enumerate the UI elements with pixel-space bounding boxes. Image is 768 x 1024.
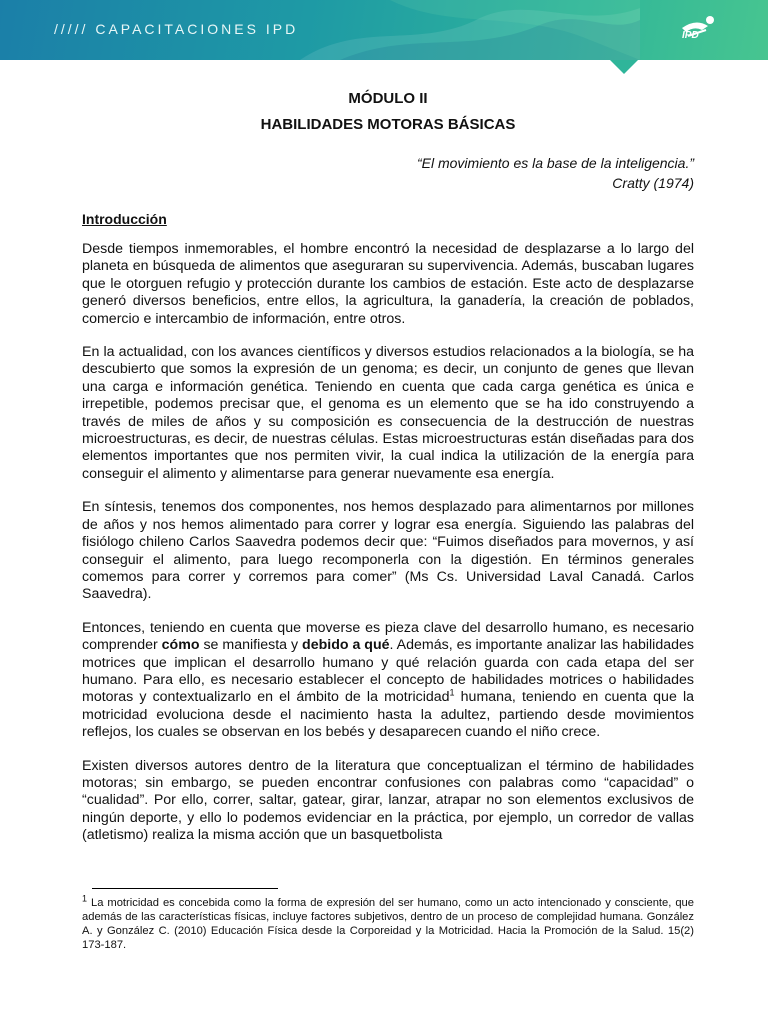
footnote-mark: 1 [82,893,88,904]
paragraph-4-text-d: humana, teniendo en cuenta que la motricidad evoluciona desde el nacimiento hasta la adultez, partiendo desde movimientos reflejos, los cuales se observan en los bebés y desaparecen cuando el niño crece. [82,689,694,741]
paragraph-4-bold-debido: debido a qué [302,637,390,654]
ipd-logo-text: IPD [682,30,699,41]
footnote-text: La motricidad es concebida como la forma de expresión del ser humano, como un acto intencionado y consciente, que además de las características físicas, incluye factores subjetivos, dentro de un proceso de complejidad humana. González A. y González C. (2010) Educación Física desde la Corporeidad y la Motricidad. Hacia la Promoción de la Salud. 15(2) 173-187. [82,897,694,951]
banner-wave-decoration [300,0,640,60]
footnote-reference: 1 [449,687,455,698]
paragraph-3: En síntesis, tenemos dos componentes, nos hemos desplazado para alimentarnos por millones de años y nos hemos alimentado para correr y lograr esa energía. Siguiendo las palabras del fisiólogo chileno Carlos Saavedra podemos decir que: “Fuimos diseñados para movernos, y así conseguir el alimento, para luego recomponerla con la digestión. En términos generales comemos para correr y corremos para comer” (Ms Cs. Universidad Laval Canadá. Carlos Saavedra). [82,499,694,603]
paragraph-1: Desde tiempos inmemorables, el hombre encontró la necesidad de desplazarse a lo largo del planeta en búsqueda de alimentos que aseguraran su supervivencia. Además, buscaban lugares que le otorguen refugio y protección durante los cambios de estación. Este acto de desplazarse generó diversos beneficios, entre ellos, la agricultura, la ganadería, la creación de poblados, comercio e intercambio de información, entre otros. [82,241,694,327]
banner-title: ///// CAPACITACIONES IPD [54,21,299,37]
paragraph-5: Existen diversos autores dentro de la literatura que conceptualizan el término de habilidades motoras; sin embargo, se pueden encontrar confusiones con palabras como “capacidad” o “cualidad”. Por ello, correr, saltar, gatear, girar, lanzar, atrapar no son elementos exclusivos de ningún deporte, y ello lo podemos evidenciar en la práctica, por ejemplo, un corredor de vallas (atletismo) realiza la misma acción que un basquetbolista [82,757,694,844]
paragraph-4 [82,620,694,742]
section-heading: Introducción [82,211,167,227]
module-heading: MÓDULO II [348,90,428,107]
paragraph-4-text-a: Entonces, teniendo en cuenta que moverse es pieza clave del desarrollo humano, es necesario comprender [82,619,694,654]
epigraph-quote: “El movimiento es la base de la inteligencia.” [416,155,694,171]
epigraph-author: Cratty (1974) [612,175,694,191]
header-banner [0,0,768,60]
document-body [82,90,694,845]
footnote [82,893,694,952]
paragraph-4-text-c: . Además, es importante analizar las habilidades motrices que implican el desarrollo humano y qué relación guarda con cada etapa del ser humano. Para ello, es necesario establecer el concepto de habilidades motrices o habilidades motoras y contextualizarlo en el ámbito de la motricidad [82,637,694,706]
document-title: HABILIDADES MOTORAS BÁSICAS [260,116,516,133]
footnote-divider [92,888,278,889]
paragraph-4-bold-como: cómo [161,637,200,654]
paragraph-2: En la actualidad, con los avances científicos y diversos estudios relacionados a la biología, se ha descubierto que somos la expresión de un genoma; es decir, un conjunto de genes que llevan una carga e información genética. Teniendo en cuenta que cada carga genética es única e irrepetible, podemos precisar que, el genoma es un elemento que se ha ido construyendo a través de miles de años y su composición es consecuencia de la destrucción de nuestras microestructuras, es decir, de nuestras células. Estas microestructuras están diseñadas para dos elementos importantes que nos permiten vivir, la cual indica la utilización de la energía para conseguir el alimento y alimentarse para generar nuevamente esa energía. [82,344,694,482]
banner-pointer [610,60,638,74]
paragraph-4-text-b: se manifiesta y [199,637,303,654]
